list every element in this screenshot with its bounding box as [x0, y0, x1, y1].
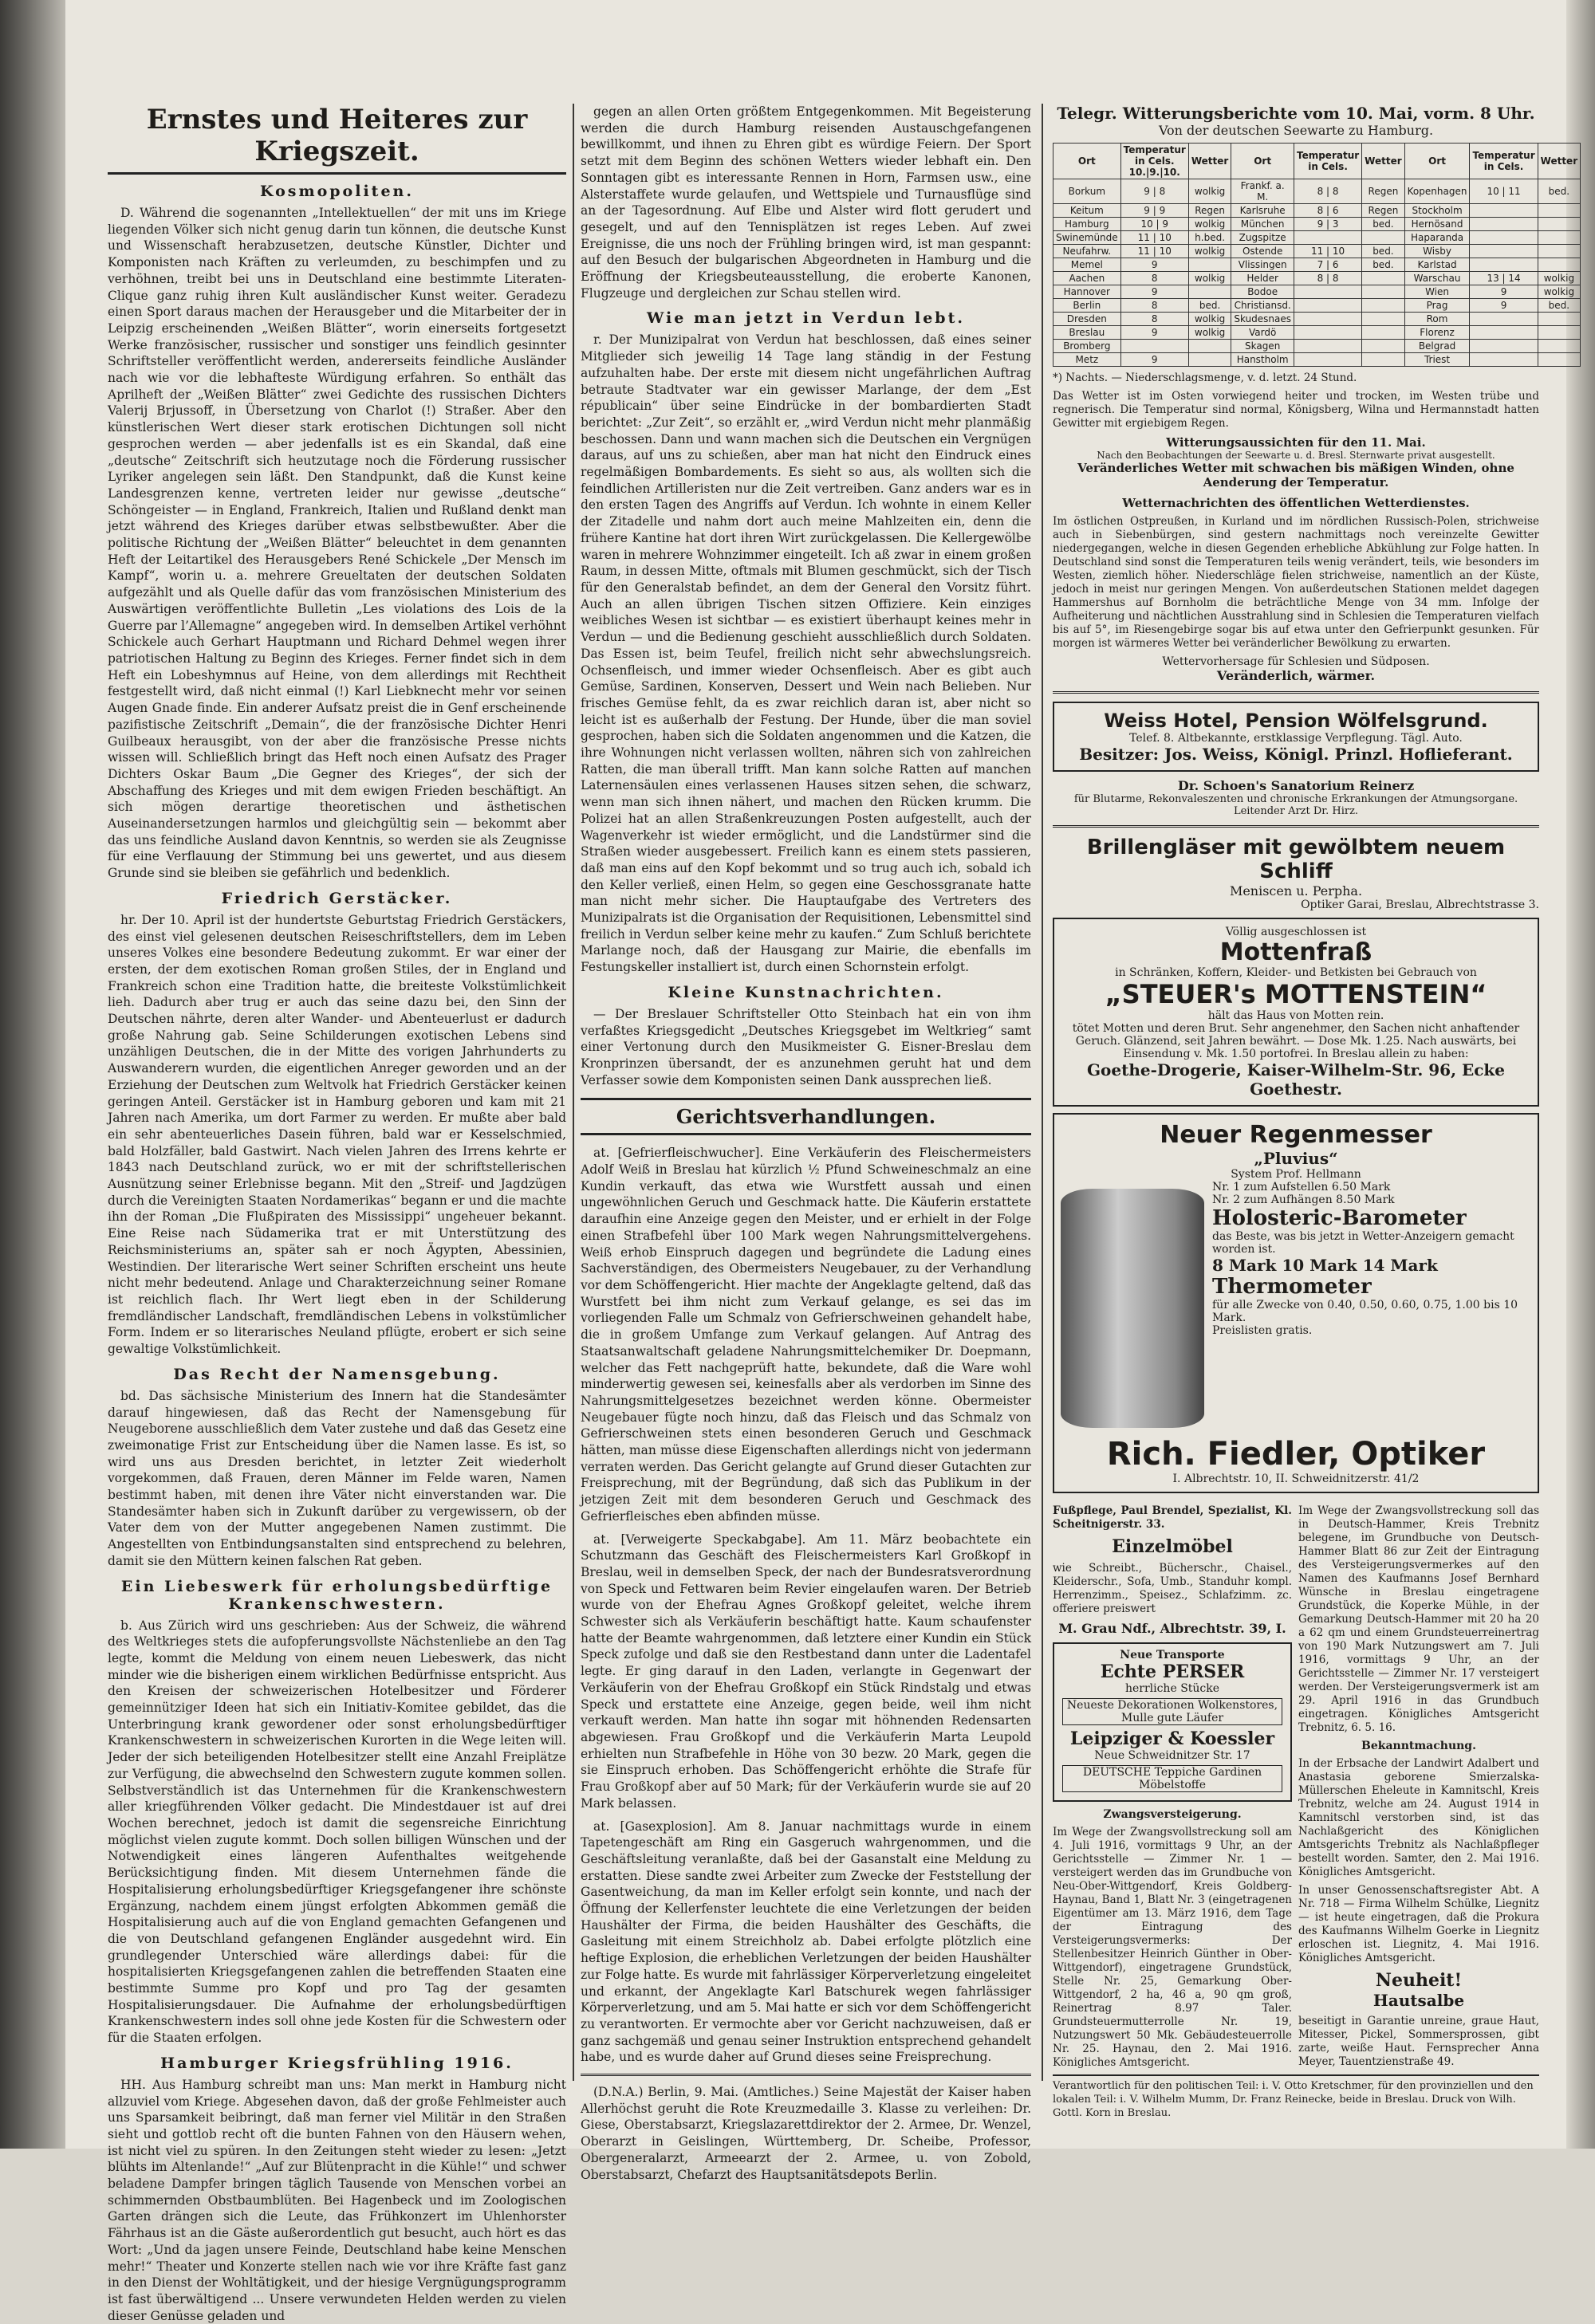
weather-row: [1053, 285, 1581, 299]
perser-line5: DEUTSCHE Teppiche Gardinen Möbelstoffe: [1062, 1765, 1282, 1792]
weather-cell: [1188, 340, 1231, 353]
weather-cell: Dresden: [1053, 313, 1121, 326]
rain-gauge-illustration: [1061, 1189, 1204, 1428]
weather-news-title: Wetternachrichten des öffentlichen Wetterdienstes.: [1122, 496, 1470, 510]
weather-cell: 9: [1120, 353, 1188, 367]
article-title: Kleine Kunstnachrichten.: [668, 983, 944, 1001]
weather-header-cell: Ort: [1404, 144, 1470, 179]
weather-cell: Prag: [1404, 299, 1470, 313]
weather-cell: [1538, 231, 1580, 245]
thermometer-text: für alle Zwecke von 0.40, 0.50, 0.60, 0.75, 1.00 bis 10 Mark.: [1212, 1299, 1518, 1324]
weather-cell: wolkig: [1188, 313, 1231, 326]
weather-cell: Breslau: [1053, 326, 1121, 340]
weather-cell: Hanstholm: [1231, 353, 1294, 367]
weather-row: [1053, 245, 1581, 258]
weather-header-cell: Wetter: [1538, 144, 1580, 179]
moth-ad: [1053, 918, 1539, 1107]
hotel-ad: [1053, 702, 1539, 772]
weather-cell: Vardö: [1231, 326, 1294, 340]
weather-cell: Berlin: [1053, 299, 1121, 313]
weather-news-text: Im östlichen Ostpreußen, in Kurland und im nördlichen Russisch-Polen, strichweise auch in Siebenbürgen, sind gestern nachmittags noch vereinzelte Gewitter niedergegangen, welche in diesen Gegenden erhebliche Abkühlung zur Folge hatten. In Deutschland sind sonst die Temperaturen teils wenig verändert, teils, wie besonders im Westen, ziemlich höher. Niederschläge fielen strichweise, namentlich an der Küste, jedoch in meist nur geringen Mengen. Von außerdeutschen Stationen meldet dagegen Hammershus auf Bornholm die beträchtliche Menge von 34 mm. Infolge der Aufheiterung und nächtlichen Ausstrahlung sind in Schlesien die Temperaturen vielfach bis auf 5°, im Riesengebirge sogar bis auf etwa unter den Gefrierpunkt gesunken. Für morgen ist wärmeres Wetter bei veränderlicher Bewölkung zu erwarten.: [1053, 515, 1539, 650]
weather-cell: Florenz: [1404, 326, 1470, 340]
weather-cell: [1294, 299, 1361, 313]
weather-cell: 8 | 8: [1294, 272, 1361, 285]
weather-cell: 9 | 3: [1294, 218, 1361, 231]
weather-cell: [1538, 245, 1580, 258]
weather-cell: wolkig: [1538, 285, 1580, 299]
moth-side: hält das Haus von Motten rein.: [1207, 1009, 1384, 1022]
weather-row: [1053, 340, 1581, 353]
article-title: Hamburger Kriegsfrühling 1916.: [160, 2054, 514, 2072]
moth-title: Mottenfraß: [1219, 938, 1372, 966]
weather-cell: [1470, 326, 1538, 340]
weather-row: [1053, 272, 1581, 285]
moth-shop: Goethe-Drogerie, Kaiser-Wilhelm-Str. 96, Ecke Goethestr.: [1086, 1060, 1506, 1099]
section-masthead: Ernstes und Heiteres zur Kriegszeit.: [108, 104, 566, 175]
column-rule: [1042, 104, 1043, 2081]
perser-address: Neue Schweidnitzer Str. 17: [1094, 1749, 1250, 1762]
official-notice: (D.N.A.) Berlin, 9. Mai. (Amtliches.) Seine Majestät der Kaiser haben Allerhöchst geruht die Rote Kreuzmedaille 3. Klasse zu verleihen: Dr. Giese, Oberstabsarzt, Kriegslazarettdirektor der 2. Armee, Dr. Wenzel, Oberarzt in Geislingen, Württemberg, Dr. Scheibe, Professor, Obergeneralarzt, Armeearzt der 2. Armee, u. von Zobold, Oberstabsarzt, Chefarzt des Hauptsanitätsdepots Berlin.: [581, 2085, 1031, 2182]
column-middle: [581, 104, 1031, 2182]
weather-cell: [1470, 353, 1538, 367]
weather-cell: [1294, 326, 1361, 340]
weather-cell: Belgrad: [1404, 340, 1470, 353]
article-title: Kosmopoliten.: [260, 183, 414, 200]
barometer-prices: 8 Mark 10 Mark 14 Mark: [1212, 1256, 1438, 1275]
forecast-value: Veränderliches Wetter mit schwachen bis mäßigen Winden, ohne Aenderung der Temperatur.: [1077, 461, 1514, 490]
perser-line2: Echte PERSER: [1100, 1661, 1245, 1682]
weather-header-cell: Temperatur in Cels. 10.|9.|10.: [1120, 144, 1188, 179]
footcare-ad: Fußpflege, Paul Brendel, Spezialist, Kl. Scheitnigerstr. 33.: [1053, 1504, 1292, 1531]
weather-cell: Hernösand: [1404, 218, 1470, 231]
weather-cell: Karlsruhe: [1231, 204, 1294, 218]
weather-cell: wolkig: [1188, 245, 1231, 258]
weather-title: Telegr. Witterungsberichte vom 10. Mai, vorm. 8 Uhr.: [1057, 104, 1535, 123]
weather-cell: Kopenhagen: [1404, 179, 1470, 204]
weather-cell: wolkig: [1188, 326, 1231, 340]
weather-cell: Metz: [1053, 353, 1121, 367]
weather-cell: [1538, 326, 1580, 340]
divider: [581, 2074, 1031, 2076]
weather-cell: Hamburg: [1053, 218, 1121, 231]
weather-cell: Ostende: [1231, 245, 1294, 258]
weather-header-cell: Ort: [1231, 144, 1294, 179]
rain-name: „Pluvius“: [1254, 1149, 1338, 1168]
weather-row: [1053, 258, 1581, 272]
weather-row: [1053, 231, 1581, 245]
barometer-text: das Beste, was bis jetzt in Wetter-Anzeigern gemacht worden ist.: [1212, 1230, 1514, 1256]
weather-cell: [1470, 340, 1538, 353]
price-list: Preislisten gratis.: [1212, 1324, 1313, 1337]
weather-cell: Stockholm: [1404, 204, 1470, 218]
legal-notice-title: Bekanntmachung.: [1361, 1740, 1476, 1752]
court-report: at. [Gasexplosion]. Am 8. Januar nachmittags wurde in einem Tapetengeschäft am Ring ein Gasgeruch wahrgenommen, und die Geschäftsleitung veranlaßte, daß bei der Gasanstalt eine Meldung zu erstatten. Diese sandte zwei Arbeiter zum Zwecke der Feststellung der Gasentweichung, da man im Keller erfolgt sein konnte, und nach der Öffnung der Kellerfenster leuchtete die eine Verletzungen der beiden Haushälter der Firma, die beiden Haushälter des Geschäfts, die Gasleitung mit einem Streichholz ab. Dabei erfolgte plötzlich eine heftige Explosion, die erheblichen Verletzungen der beiden Haushälter zur Folge hatte. Es wurde mit fahrlässiger Körperverletzung eingeleitet und erkannt, der Angeklagte Karl Batschurek wegen fahrlässiger Körperverletzung, und am 5. Mai hatte er sich vor dem Schöffengericht zu verantworten. Er vermochte aber vor Gericht nachzuweisen, daß er ganz sachgemäß und genau seiner Instruktion entsprechend gehandelt habe, und es wurde daher auf Grund dieses seine Freisprechung.: [581, 1819, 1031, 2065]
weather-cell: Karlstad: [1404, 258, 1470, 272]
weather-cell: [1362, 285, 1404, 299]
article-title: Ein Liebeswerk für erholungsbedürftige Krankenschwestern.: [120, 1577, 553, 1613]
weather-cell: 11 | 10: [1120, 231, 1188, 245]
weather-cell: 9 | 9: [1120, 204, 1188, 218]
moth-left: Völlig ausgeschlossen ist: [1225, 926, 1367, 938]
weather-cell: 13 | 14: [1470, 272, 1538, 285]
weather-cell: 8: [1120, 313, 1188, 326]
weather-cell: 10 | 11: [1470, 179, 1538, 204]
weather-cell: 9: [1120, 285, 1188, 299]
weather-cell: [1188, 258, 1231, 272]
book-spine: [0, 0, 65, 2149]
weather-cell: 11 | 10: [1294, 245, 1361, 258]
weather-cell: [1538, 340, 1580, 353]
weather-cell: [1538, 204, 1580, 218]
ointment-title: Neuheit!: [1375, 1970, 1463, 1991]
weather-cell: [1362, 272, 1404, 285]
weather-cell: Vlissingen: [1231, 258, 1294, 272]
weather-cell: Haparanda: [1404, 231, 1470, 245]
weather-row: [1053, 299, 1581, 313]
moth-product: „STEUER's MOTTENSTEIN“: [1105, 979, 1487, 1009]
rain-price-1: Nr. 1 zum Aufstellen 6.50 Mark: [1212, 1181, 1391, 1193]
divider: [1053, 691, 1539, 694]
perser-line3: herrliche Stücke: [1124, 1682, 1220, 1695]
weather-cell: [1470, 313, 1538, 326]
weather-cell: [1362, 231, 1404, 245]
weather-cell: wolkig: [1188, 272, 1231, 285]
weather-cell: wolkig: [1538, 272, 1580, 285]
weather-cell: 8: [1120, 272, 1188, 285]
weather-cell: Skagen: [1231, 340, 1294, 353]
weather-row: [1053, 218, 1581, 231]
weather-cell: Rom: [1404, 313, 1470, 326]
weather-header-cell: Wetter: [1362, 144, 1404, 179]
divider: [1053, 825, 1539, 828]
weather-cell: Neufahrw.: [1053, 245, 1121, 258]
barometer-title: Holosteric-Barometer: [1212, 1206, 1467, 1230]
article-text: b. Aus Zürich wird uns geschrieben: Aus der Schweiz, die während des Weltkrieges stets die aufopferungsvollste Nächstenliebe an den Tag legte, kommt die Meldung von einem neuen Liebeswerk, das nicht minder wie die bisherigen einem wirklichen Bedürfnisse entspricht. Aus den Kreisen der schweizerischen Hotelbesitzer und Förderer gemeinnütziger Ideen hat sich ein Initiativ-Komitee gebildet, das die Unterbringung krank gewordener oder sonst erholungsbedürftiger Krankenschwestern in schweizerischen Kurorten in die Wege leiten will. Jeder der sich beteiligenden Hotelbesitzer stellt eine Anzahl Freiplätze zur Verfügung, die abwechselnd den Schwestern zugute kommen sollen. Selbstverständlich ist das Unternehmen für die Krankenschwestern aller kriegführenden Völker gedacht. Die Mindestdauer ist auf drei Wochen berechnet, jedoch ist damit die segensreiche Einrichtung möglichst vielen zugute kommt. Doch sollen billigen Wünschen und der Notwendigkeit eines längeren Aufenthaltes weitgehende Berücksichtigung finden. Mit diesem Unternehmen fände die Hospitalisierung erholungsbedürftiger Kriegsgefangener ihre schönste Ergänzung, nachdem einem jüngst erfolgten Abkommen gemäß die Hospitalisierung auch auf die von England gemachten Gefangenen und die von Deutschland gefangenen Engländer ausgedehnt wird. Ein grundlegender Unterschied wäre allerdings dabei: für die hospitalisierten Kriegsgefangenen zahlen die betreffenden Staaten eine bestimmte Summe pro Kopf und pro Tag der gesamten Hospitalisierungsdauer. Die Aufnahme der erholungsbedürftigen Krankenschwestern indes soll ohne jede Kosten für die Schwestern oder für die Staaten erfolgen.: [108, 1618, 566, 2046]
glasses-subtitle: Meniscen u. Perpha.: [1229, 883, 1363, 899]
rain-title: Neuer Regenmesser: [1160, 1121, 1432, 1149]
weather-cell: bed.: [1362, 258, 1404, 272]
perser-ad: [1053, 1642, 1292, 1802]
weather-cell: Bodoe: [1231, 285, 1294, 299]
auction-text: Im Wege der Zwangsvollstreckung soll am 4. Juli 1916, vormittags 9 Uhr, an der Gerichtsstelle — Zimmer Nr. 1 — versteigert werden das im Grundbuche von Neu-Ober-Wittgendorf, Kreis Goldberg-Haynau, Band 1, Blatt Nr. 3 (eingetragenen Eigentümer am 13. März 1916, dem Tage der Eintragung des Versteigerungsvermerks: Der Stellenbesitzer Heinrich Günther in Ober-Wittgendorf), eingetragene Grundstück, Stelle Nr. 25, Gemarkung Ober-Wittgendorf, 2 ha, 46 a, 90 qm groß, Reinertrag 8.97 Taler. Grundsteuermutterrolle Nr. 19, Nutzungswert 50 Mk. Gebäudesteuerrolle Nr. 25. Haynau, den 2. Mai 1916. Königliches Amtsgericht.: [1053, 1826, 1292, 2069]
weather-header-row: [1053, 144, 1581, 179]
furniture-title: Einzelmöbel: [1112, 1536, 1233, 1557]
weather-cell: bed.: [1362, 218, 1404, 231]
weather-cell: Regen: [1362, 179, 1404, 204]
weather-row: [1053, 179, 1581, 204]
glasses-title: Brillengläser mit gewölbtem neuem Schliff: [1086, 836, 1506, 883]
article-title: Friedrich Gerstäcker.: [221, 889, 453, 907]
weather-cell: [1294, 231, 1361, 245]
legal-notice: In der Erbsache der Landwirt Adalbert und Anastasia geborene Smierzalska-Müllerschen Eheleute in Kamnitschl, Kreis Trebnitz, welche am 24. August 1914 in Kamnitschl verstorben sind, ist das Nachlaßgericht des Königlichen Amtsgerichts Trebnitz als Nachlaßpfleger bestellt worden. Samter, den 2. Mai 1916. Königliches Amtsgericht.: [1298, 1757, 1539, 1878]
hotel-name: Weiss Hotel, Pension Wölfelsgrund.: [1104, 710, 1488, 732]
weather-cell: [1538, 218, 1580, 231]
rain-price-2: Nr. 2 zum Aufhängen 8.50 Mark: [1212, 1193, 1395, 1206]
weather-cell: [1470, 258, 1538, 272]
glasses-ad: [1053, 836, 1539, 911]
weather-cell: h.bed.: [1188, 231, 1231, 245]
sanatorium-title: Dr. Schoen's Sanatorium Reinerz: [1177, 778, 1415, 793]
weather-cell: Wien: [1404, 285, 1470, 299]
court-report: at. [Verweigerte Speckabgabe]. Am 11. März beobachtete ein Schutzmann das Geschäft des Fleischermeisters Karl Großkopf in Breslau, weil in demselben Speck, der nach der Bundesratsverordnung von Speck und Fettwaren beim Revier eingelaufen waren. Der Betrieb wurde von der Ehefrau Agnes Großkopf geleitet, welche ihrem Schwester sich als Verkäuferin beschäftigt hatte. Kaum schaufenster hatte der Beamte wahrgenommen, daß letztere einer Kundin ein Stück Speck zufolge und daß sie den Restbestand dann unter die Ladentafel legte. Er ging darauf in den Laden, verlangte in Gegenwart der Verkäuferin von der Ehefrau Großkopf ein Stück Rindstalg und etwas Speck und erstattete eine Anzeige, gegen beide, weil ihm nicht verkauft werden. Man hatte ihn sogar mit höhnenden Redensarten abgewiesen. Frau Großkopf und die Verkäuferin Marta Leupold erhielten nun Strafbefehle in Höhe von 30 bezw. 20 Mark, gegen die sie Einspruch erhoben. Das Schöffengericht erhöhte die Strafe für Frau Großkopf aber auf 50 Mark; für der Verkäuferin wurde sie auf 20 Mark belassen.: [581, 1532, 1031, 1811]
weather-header-cell: Temperatur in Cels.: [1294, 144, 1361, 179]
weather-cell: [1470, 218, 1538, 231]
weather-cell: [1538, 258, 1580, 272]
weather-cell: Wisby: [1404, 245, 1470, 258]
weather-cell: Memel: [1053, 258, 1121, 272]
weather-cell: 9 | 8: [1120, 179, 1188, 204]
weather-cell: [1188, 353, 1231, 367]
weather-cell: 7 | 6: [1294, 258, 1361, 272]
weather-cell: 8 | 6: [1294, 204, 1361, 218]
weather-cell: [1188, 285, 1231, 299]
weather-cell: Warschau: [1404, 272, 1470, 285]
column-right: [1053, 104, 1578, 2119]
hotel-info: Telef. 8. Altbekannte, erstklassige Verpflegung. Tägl. Auto.: [1129, 732, 1463, 745]
weather-cell: [1362, 313, 1404, 326]
perser-line4: Neueste Dekorationen Wolkenstores, Mulle gute Läufer: [1062, 1698, 1282, 1725]
column-left: [108, 104, 566, 2323]
weather-cell: [1362, 353, 1404, 367]
imprint: Verantwortlich für den politischen Teil: i. V. Otto Kretschmer, für den provinziellen und den lokalen Teil: i. V. Wilhelm Mumm, Dr. Franz Reinecke, beide in Breslau. Druck von Wilh. Gottl. Korn in Breslau.: [1053, 2074, 1539, 2120]
weather-cell: bed.: [1538, 299, 1580, 313]
weather-row: [1053, 313, 1581, 326]
column-rule: [573, 104, 574, 2081]
weather-cell: Triest: [1404, 353, 1470, 367]
weather-cell: [1470, 204, 1538, 218]
perser-shop: Leipziger & Koessler: [1069, 1728, 1275, 1749]
weather-cell: [1470, 231, 1538, 245]
forecast-title: Witterungsaussichten für den 11. Mai.: [1166, 435, 1426, 450]
weather-cell: 10 | 9: [1120, 218, 1188, 231]
fiedler-address: I. Albrechtstr. 10, II. Schweidnitzerstr. 41/2: [1172, 1473, 1420, 1485]
weather-cell: Hannover: [1053, 285, 1121, 299]
weather-cell: 9: [1470, 299, 1538, 313]
article-text: — Der Breslauer Schriftsteller Otto Steinbach hat ein von ihm verfaßtes Kriegsgedicht „Deutsches Kriegsgebet im Weltkrieg“ samt einer Vertonung durch den Musikmeister G. Eisner-Breslau dem Kronprinzen übersandt, der es anzunehmen geruht hat und dem Verfasser sowie dem Komponisten seinen Dank aussprechen ließ.: [581, 1006, 1031, 1087]
weather-cell: [1120, 340, 1188, 353]
weather-cell: Bromberg: [1053, 340, 1121, 353]
weather-cell: Regen: [1362, 204, 1404, 218]
moth-right: in Schränken, Koffern, Kleider- und Betkisten bei Gebrauch von: [1115, 966, 1477, 979]
weather-cell: [1362, 340, 1404, 353]
glasses-shop: Optiker Garai, Breslau, Albrechtstrasse 3.: [1301, 899, 1539, 911]
weather-cell: [1294, 285, 1361, 299]
article-text: hr. Der 10. April ist der hundertste Geburtstag Friedrich Gerstäckers, des einst viel gelesenen deutschen Reiseschriftstellers, dem im Leben unseres Volkes eine besondere Bedeutung zukommt. Er war einer der ersten, der dem exotischen Roman großen Stiles, der in England und Frankreich schon eine Tradition hatte, die breiteste Volkstümlichkeit lieh. Dadurch aber trug er auch das seine dazu bei, den Sinn der Deutschen nährte, deren alter Wander- und Abenteuerlust er dadurch große Nahrung gab. Seine Schilderungen exotischen Lebens sind unzähligen Deutschen, die in der Mitte des vorigen Jahrhunderts zu Auswanderern wurden, die eigentlichen Anreger geworden und an der Erziehung der Deutschen zum Weltvolk hat Friedrich Gerstäcker keinen geringen Anteil. Gerstäcker ist in Hamburg geboren und kam mit 21 Jahren nach Amerika, um dort Farmer zu werden. Er mußte aber bald ein sehr abenteuerliches Dasein führen, bald war er Kesselschmied, bald Holzfäller, bald Gastwirt. Nach vielen Jahren des Irrens kehrte er 1843 nach Deutschland zurück, wo er mit der schriftstellerischen Ausnützung seiner Erlebnisse begann. Mit den „Streif- und Jagdzügen durch die Vereinigten Staaten Nordamerikas“ begann er und die machte ihn der Roman „Die Flußpiraten des Mississippi“ ungeheuer bekannt. Eine Reise nach Südamerika trat er mit Unterstützung des Reichsministeriums an, später sah er noch Ägypten, Abessinien, Westindien. Der literarische Wert seiner Schriften erscheint uns heute nicht mehr bedeutend. Anlage und Charakterzeichnung seiner Romane ist reichlich flach. Ihr Wert liegt eben in der Schilderung fremdländischer Landschaft, fremdländischen Lebens in volkstümlicher Form. Indem er so literarisches Neuland pflügte, erobert er sich seine gewaltige Volkstümlichkeit.: [108, 912, 566, 1357]
weather-cell: [1294, 340, 1361, 353]
weather-cell: wolkig: [1188, 179, 1231, 204]
regional-forecast-value: Veränderlich, wärmer.: [1216, 668, 1376, 683]
thermometer-title: Thermometer: [1212, 1275, 1372, 1299]
weather-cell: Christiansd.: [1231, 299, 1294, 313]
furniture-shop: M. Grau Ndf., Albrechtstr. 39, I.: [1058, 1621, 1286, 1636]
weather-footnote: *) Nachts. — Niederschlagsmenge, v. d. letzt. 24 Stund.: [1053, 372, 1357, 384]
article-text: r. Der Munizipalrat von Verdun hat beschlossen, daß eines seiner Mitglieder sich jeweilig 14 Tage lang ständig in der Festung aufzuhalten habe. Der erste mit diesem nicht ungefährlichen Auftrag betraute Stadtvater war ein gewisser Marlange, der dem „Est républicain“ über seine Eindrücke in der bombardierten Stadt berichtet: „Zur Zeit“, so erzählt er, „wird Verdun nicht mehr planmäßig beschossen. Dann und wann machen sich die Deutschen ein Vergnügen daraus, auf uns zu schießen, aber man hat nicht den Eindruck eines regelmäßigen Bombardements. Es sieht so aus, als wollten sich die feindlichen Artilleristen nur die Zeit vertreiben. Ganz anders war es in den ersten Tagen des Angriffs auf Verdun. Ich wohnte in einem Keller der Zitadelle und nahm dort auch meine Mahlzeiten ein, denn die frühere Kantine hat dort ihren Wirt zurückgelassen. Die Kellergewölbe waren in mehrere Wohnzimmer eingeteilt. Ich aß zwar in einem großen Raum, in dessen Mitte, oftmals mit Blumen geschmückt, sich der Tisch für den Generalstab befindet, an dem der General den Vorsitz führt. Auch an allen übrigen Tischen sitzen Offiziere. Kein einziges weibliches Wesen ist sichtbar — es existiert überhaupt keines mehr in Verdun — und die Bedienung geschieht ausschließlich durch Soldaten. Das Essen ist, beim Teufel, freilich nicht sehr abwechslungsreich. Ochsenfleisch, und immer wieder Ochsenfleisch. Aber es gibt auch Gemüse, Sardinen, Konserven, Dessert und Wein nach Belieben. Nur frisches Gemüse fehlt, da es zwar reichlich daran ist, aber nicht so leicht ist es außerhalb der Festung. Der Hunde, über die man soviel gesprochen, haben sich die Soldaten angenommen und die Katzen, die ihre Wohnungen nicht verlassen wollten, nähren sich von zahlreichen Ratten, die man überall trifft. Man kann solche Ratten auf manchen Laternensäulen eines verlassenen Hauses sitzen sehen, die schwarz, wenn man sich ihnen nähert, und machen den Rücken krumm. Die Polizei hat an allen Straßenkreuzungen Posten aufgestellt, auch der Wagenverkehr ist wieder ermöglicht, und die Landstürmer sind die Straßen wieder ausgebessert. Freilich kann es einem stets passieren, daß man eins auf den Kopf bekommt und so trug auch ich, sobald ich den Keller verließ, einen Helm, so gegen eine Geschossgranate hatte man nicht mehr sicher. Die Hauptaufgabe des Vertreters des Munizipalrats ist die Organisation der Requisitionen, Lebensmittel sind freilich in Verdun selber keine mehr zu kaufen.“ Zum Schluß berichtete Marlange noch, daß der Hausgang zur Mairie, die ebenfalls im Festungskeller installiert ist, durch einen Schornstein erfolgt.: [581, 332, 1031, 975]
section-court: Gerichtsverhandlungen.: [581, 1098, 1031, 1135]
forecast-basis: Nach den Beobachtungen der Seewarte u. d. Bresl. Sternwarte privat ausgestellt.: [1097, 450, 1495, 461]
weather-cell: Skudesnaes: [1231, 313, 1294, 326]
weather-cell: [1470, 245, 1538, 258]
weather-cell: 9: [1470, 285, 1538, 299]
rain-gauge-ad: [1053, 1113, 1539, 1493]
weather-cell: 8: [1120, 299, 1188, 313]
weather-cell: Zugspitze: [1231, 231, 1294, 245]
ointment-name: Hautsalbe: [1372, 1991, 1465, 2010]
weather-cell: [1294, 313, 1361, 326]
weather-row: [1053, 204, 1581, 218]
weather-cell: Aachen: [1053, 272, 1121, 285]
article-text: D. Während die sogenannten „Intellektuellen“ der mit uns im Kriege liegenden Völker sich nicht genug darin tun können, die deutsche Kunst und Wissenschaft herabzusetzen, deutsche Künstler, Dichter und Komponisten nach Kräften zu verleumden, zu beschimpfen und zu verhöhnen, treibt bei uns in Deutschland eine bestimmte Literaten-Clique ganz ruhig ihren Kult ausländischer Kunst weiter. Geradezu einen Sport daraus machen der Herausgeber und die Mitarbeiter der in Leipzig erscheinenden „Weißen Blätter“, worin einerseits fortgesetzt Werke französischer, russischer und sonstiger uns feindlich gesinnter Schriftsteller veröffentlicht werden, andererseits feindliche Ausländer nach wie vor die lebhafteste Würdigung erfahren. So enthält das Aprilheft der „Weißen Blätter“ zwei Gedichte des russischen Dichters Valerij Brjussoff, in Übersetzung von Charlot (!) Straßer. Aber den künstlerischen Wert dieser stark erotischen Dichtungen soll nicht gesprochen werden — aber jedenfalls ist es ein Skandal, daß eine „deutsche“ Zeitschrift sich heutzutage noch die Förderung russischer Lyriker angelegen sein läßt. Den Standpunkt, daß die Kunst keine Landesgrenzen kenne, vertreten leider nur gewisse „deutsche“ Schöngeister — in England, Frankreich, Italien und Rußland denkt man jetzt während des Krieges darüber etwas selbstbewußter. Aber die politische Richtung der „Weißen Blätter“ beleuchtet in dem genannten Heft der Leitartikel des Herausgebers René Schickele „Der Mensch im Kampf“, worin u. a. mehrere Greueltaten der deutschen Soldaten aufgezählt und als Quelle dafür das vom französischen Ministerium des Auswärtigen veröffentlichte Bulletin „Les violations des Lois de la Guerre par l’Allemagne“ angegeben wird. In demselben Artikel verhöhnt Schickele auch Gerhart Hauptmann und Richard Dehmel wegen ihrer patriotischen Haltung zu Beginn des Krieges. Ferner findet sich in dem Heft ein Lobeshymnus auf Heine, von dem allerdings mit Rechtheit festgestellt wird, daß nicht einmal (!) Karl Liebknecht mehr vor seinen Augen Gnade finde. Ein anderer Aufsatz preist die in Genf erscheinende pazifistische Zeitschrift „Demain“, die der französische Dichter Henri Guilbeaux herausgibt, von der aber die französische Presse nichts wissen will. Schließlich bringt das Heft noch einen Aufsatz des Prager Dichters Oskar Baum „Die Gegner des Krieges“, der sich der Abschaffung des Krieges und mit dem ewigen Frieden beschäftigt. An sich mögen derartige theoretischen und ästhetischen Auseinandersetzungen harmlos und gleichgültig sein — bekommt aber das uns feindliche Ausland davon Kenntnis, so werden sie als Zeugnisse für eine Verflauung der Stimmung bei uns gewertet, und aus diesem Grunde sind sie bleiben sie gefährlich und bedenklich.: [108, 206, 566, 881]
sanatorium-text: für Blutarme, Rekonvaleszenten und chronische Erkrankungen der Atmungsorgane. Leitender Arzt Dr. Hirz.: [1073, 793, 1518, 817]
article-title: Wie man jetzt in Verdun lebt.: [647, 309, 965, 328]
weather-header-cell: Wetter: [1188, 144, 1231, 179]
weather-cell: bed.: [1538, 179, 1580, 204]
weather-cell: 11 | 10: [1120, 245, 1188, 258]
moth-text: tötet Motten und deren Brut. Sehr angenehmer, den Sachen nicht anhaftender Geruch. Glänzend, seit Jahren bewährt. — Dose Mk. 1.25. Nach auswärts, bei Einsendung v. Mk. 1.50 portofrei. In Breslau allein zu haben:: [1072, 1022, 1520, 1060]
weather-cell: München: [1231, 218, 1294, 231]
weather-cell: Borkum: [1053, 179, 1121, 204]
ointment-text: beseitigt in Garantie unreine, graue Haut, Mitesser, Pickel, Sommersprossen, gibt zarte, weiße Haut. Fernsprecher Anna Meyer, Tauentzienstraße 49.: [1298, 2015, 1539, 2068]
article-text: bd. Das sächsische Ministerium des Innern hat die Standesämter darauf hingewiesen, daß das Recht der Namensgebung für Neugeborene ausschließlich dem Vater zustehe und daß das Gesetz eine zweimonatige Frist zur Entscheidung über die Namen lasse. Es ist, so wird uns aus Dresden berichtet, in letzter Zeit wiederholt vorgekommen, daß Frauen, deren Männer im Felde waren, Namen bestimmt haben, mit denen ihre Väter nicht einverstanden war. Die Standesämter haben sich in Zukunft darüber zu vergewissern, ob der Vater dem von der Mutter angegebenen Namen zustimmt. Die Angestellten von Entbindungsanstalten sind entsprechend zu belehren, damit sie den Müttern keinen falschen Rat geben.: [108, 1388, 566, 1568]
weather-row: [1053, 353, 1581, 367]
sanatorium-ad: [1053, 778, 1539, 817]
weather-table: [1053, 143, 1581, 367]
weather-cell: [1362, 326, 1404, 340]
article-text: HH. Aus Hamburg schreibt man uns: Man merkt in Hamburg nicht allzuviel vom Kriege. Abgesehen davon, daß der große Fehlmeister auch uns Sparsamkeit beibringt, daß man ferner viel Militär in den Straßen sieht und gottlob recht oft die bunten Fahnen von den Häusern wehen, ist nicht viel zu spüren. In den Zeitungen steht wieder zu lesen: „Jetzt blühts im Altenlande!“ „Auf zur Blütenpracht in die Kühle!“ und schwer beladene Dampfer bringen täglich Tausende von Menschen vorbei an schimmernden Obstbaumblüten. Bei Hagenbeck und im Zoologischen Garten drängen sich die Leute, das Frühkonzert im Uhlenhorster Fährhaus ist an die Gäste außerordentlich gut besucht, auch hört es das Wort: „Und da jagen unsere Feinde, Deutschland habe keine Menschen mehr!“ Theater und Konzerte stellen nach wie vor ihre Kräfte fast ganz in den Dienst der Wohltätigkeit, und der hiesige Vergnügungsprogramm ist fast überwältigend ... Unsere verwundeten Helden werden zu vielen dieser Genüsse geladen und: [108, 2077, 566, 2323]
weather-cell: 9: [1120, 326, 1188, 340]
weather-cell: wolkig: [1188, 218, 1231, 231]
article-title: Das Recht der Namensgebung.: [173, 1365, 501, 1383]
weather-cell: bed.: [1188, 299, 1231, 313]
hotel-owner: Besitzer: Jos. Weiss, Königl. Prinzl. Hoflieferant.: [1079, 745, 1513, 764]
weather-cell: Frankf. a. M.: [1231, 179, 1294, 204]
weather-subtitle: Von der deutschen Seewarte zu Hamburg.: [1158, 123, 1434, 138]
weather-cell: [1538, 353, 1580, 367]
weather-cell: bed.: [1362, 245, 1404, 258]
legal-notice: Im Wege der Zwangsvollstreckung soll das in Deutsch-Hammer, Kreis Trebnitz belegene, im Grundbuche von Deutsch-Hammer Blatt 86 zur Zeit der Eintragung des Versteigerungsvermerkes auf den Namen des Kaufmanns Josef Bernhard Wünsche in Breslau eingetragene Grundstück, die Koperke Mühle, in der Gemarkung Deutsch-Hammer mit 20 ha 20 a 62 qm und einem Grundsteuerreinertrag von 190 Mark Nutzungswert am 7. Juli 1916, vormittags 9 Uhr, an der Gerichtsstelle — Zimmer Nr. 17 versteigert werden. Der Versteigerungsvermerk ist am 29. April 1916 in das Grundbuch eingetragen. Königliches Amtsgericht Trebnitz, 6. 5. 16.: [1298, 1504, 1539, 1734]
court-report: at. [Gefrierfleischwucher]. Eine Verkäuferin des Fleischermeisters Adolf Weiß in Breslau hat kürzlich ½ Pfund Schweineschmalz an eine Kundin verkauft, das etwa wie Wurstfett aussah und einen ungewöhnlichen Geruch und Geschmack hatte. Die Käuferin erstattete daraufhin eine Anzeige gegen den Meister, und er erhielt in der Folge einen Strafbefehl über 100 Mark wegen Nahrungsmittelvergehens. Weiß erhob Einspruch dagegen und begründete die Ladung eines Sachverständigen, des Obermeisters Neugebauer, zu der Verhandlung vor dem Schöffengericht. Hier machte der Angeklagte geltend, daß das Wurstfett bei ihm nicht zum Verkauf gelange, es sei das im vorliegenden Falle um Schmalz von Gefrierschweinen gehandelt habe, die in großem Umfange zum Verkauf gelangen. Auf Antrag des Staatsanwaltschaft geladene Nahrungsmittelchemiker Dr. Doepmann, welcher das Fett nachgeprüft hatte, bekundete, daß die Ware wohl minderwertig gewesen sei, keinesfalls aber als verdorben im Sinne des Nahrungsmittelgesetzes bezeichnet werden könne. Obermeister Neugebauer fügte noch hinzu, daß das Fleisch und das Schmalz von Gefrierschweinen stets einen besonderen Geruch und Geschmack hätten, man müsse diese Eigenschaften allerdings nicht von jedermann verraten werden. Das Gericht gelangte auf Grund dieser Gutachten zur Freisprechung, mit der Begründung, daß sich das Publikum in der jetzigen Zeit mit dem besonderen Geruch und Geschmack des Gefrierfleisches eben abfinden müsse.: [581, 1146, 1031, 1524]
weather-cell: Regen: [1188, 204, 1231, 218]
weather-cell: Keitum: [1053, 204, 1121, 218]
article-continuation: gegen an allen Orten größtem Entgegenkommen. Mit Begeisterung werden die durch Hamburg reisenden Austauschgefangenen bewillkommt, und ihnen zu Ehren gibt es würdige Feiern. Der Sport setzt mit dem Beginn des schönen Wetters wieder lebhaft ein. Den Sonntagen gibt es interessante Rennen in Horn, Farmsen usw., eine Alsterstaffete wurde gelaufen, und Wettspiele und Turnausflüge sind an der Tagesordnung. Auf Elbe und Alster wird flott gerudert und gesegelt, und auf den Tennisplätzen ist reges Leben. Auf zwei Ereignisse, die uns noch der Frühling bringen wird, ist man gespannt: auf den Besuch der bulgarischen Abgeordneten in Hamburg und die Eröffnung der Kriegsbeuteausstellung, die eroberte Kanonen, Flugzeuge und dergleichen zur Schau stellen wird.: [581, 104, 1031, 301]
furniture-text: wie Schreibt., Bücherschr., Chaisel., Kleiderschr., Sofa, Umb., Standuhr kompl. Herrenzimm., Speisez., Schlafzimm. zc. offeriere preiswert: [1053, 1562, 1292, 1615]
weather-text: Das Wetter ist im Osten vorwiegend heiter und trocken, im Westen trübe und regnerisch. Die Temperatur sind normal, Königsberg, Wilna und Hermannstadt hatten Gewitter mit ergiebigem Regen.: [1053, 390, 1539, 430]
rain-system: System Prof. Hellmann: [1231, 1168, 1361, 1181]
weather-cell: [1538, 313, 1580, 326]
weather-cell: [1362, 299, 1404, 313]
weather-header-cell: Ort: [1053, 144, 1121, 179]
auction-title: Zwangsversteigerung.: [1103, 1808, 1242, 1821]
regional-forecast-label: Wettervorhersage für Schlesien und Südposen.: [1162, 655, 1430, 668]
weather-cell: [1294, 353, 1361, 367]
fiedler-name: Rich. Fiedler, Optiker: [1106, 1436, 1486, 1473]
weather-cell: Helder: [1231, 272, 1294, 285]
weather-cell: Swinemünde: [1053, 231, 1121, 245]
weather-header-cell: Temperatur in Cels.: [1470, 144, 1538, 179]
weather-cell: 9: [1120, 258, 1188, 272]
weather-row: [1053, 326, 1581, 340]
weather-cell: 8 | 8: [1294, 179, 1361, 204]
perser-line1: Neue Transporte: [1120, 1649, 1225, 1661]
legal-notice: In unser Genossenschaftsregister Abt. A Nr. 718 — Firma Wilhelm Schülke, Liegnitz — ist heute eingetragen, daß die Prokura des Kaufmanns Wilhelm Goerke in Liegnitz erloschen ist. Liegnitz, 4. Mai 1916. Königliches Amtsgericht.: [1298, 1884, 1539, 1964]
